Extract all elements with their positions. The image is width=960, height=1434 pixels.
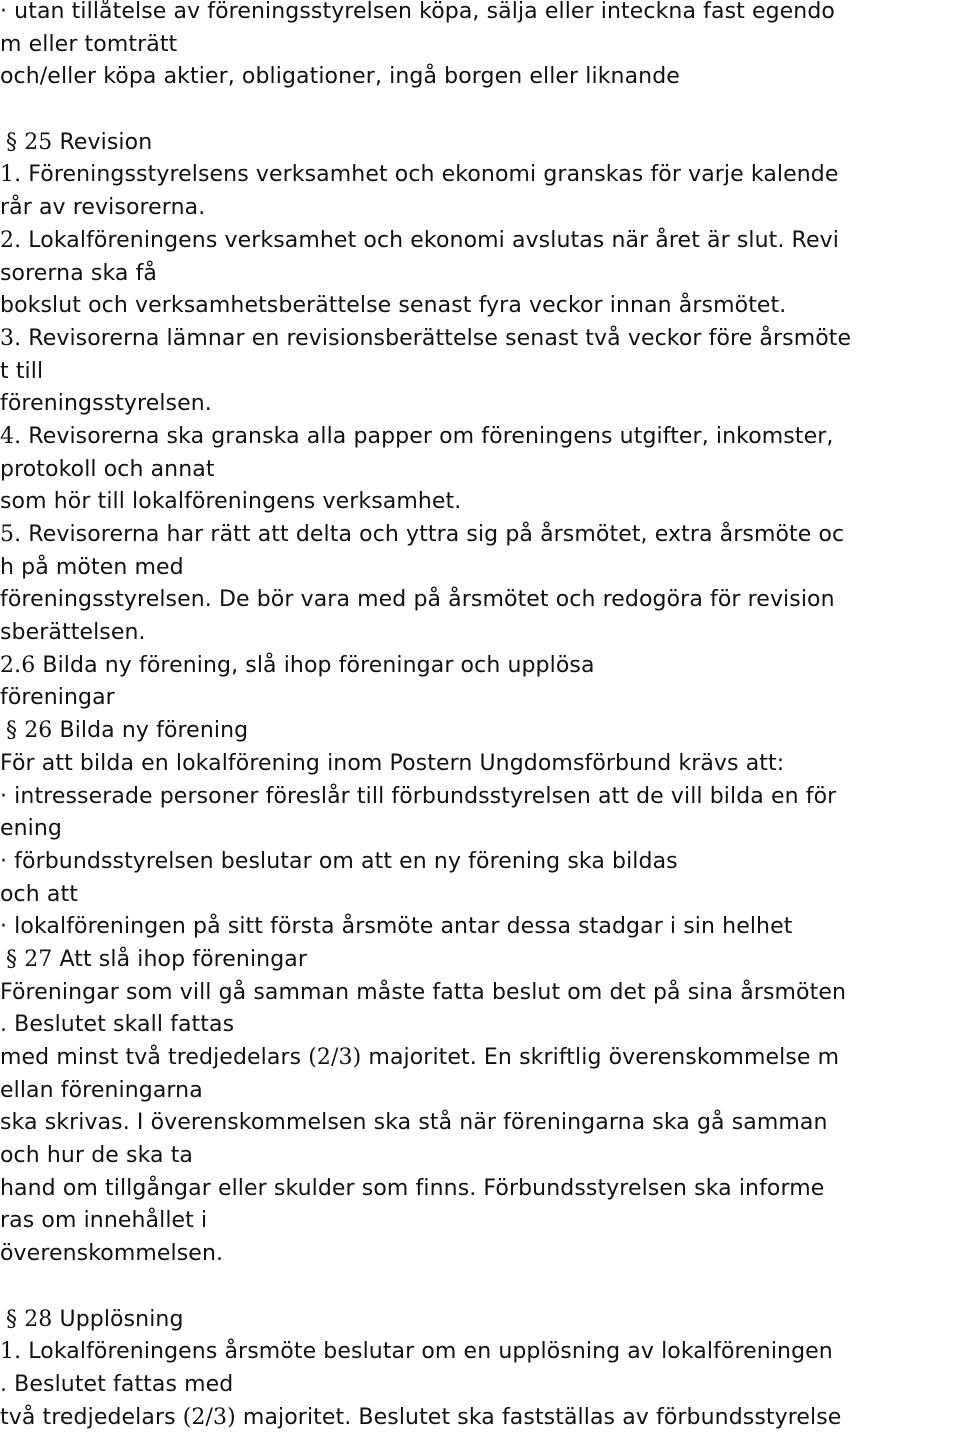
text-line — [0, 1173, 960, 1206]
text-line — [0, 879, 960, 912]
text-line — [0, 1369, 960, 1402]
fraction-number: (2/3) — [182, 1404, 236, 1430]
text-line — [0, 486, 960, 519]
line-text: t till — [0, 358, 44, 384]
line-text: Bilda ny förening, slå ihop föreningar och upplösa — [35, 652, 595, 678]
line-text: Revisorerna ska granska alla papper om föreningens utgifter, inkomster, — [21, 423, 834, 449]
list-number: 1. — [0, 162, 22, 188]
line-text: föreningar — [0, 685, 115, 711]
line-text: Revisorerna lämnar en revisionsberättelse senast två veckor före årsmöte — [21, 325, 852, 351]
section-sign: § — [6, 129, 18, 155]
section-sign: § — [6, 718, 18, 744]
line-text: Revision — [52, 129, 153, 155]
line-text: som hör till lokalföreningens verksamhet. — [0, 489, 462, 515]
list-number: 5. — [0, 522, 22, 547]
section-number: 27 — [17, 946, 53, 972]
text-line — [0, 1238, 960, 1271]
text-line — [0, 192, 960, 225]
section-number: 28 — [17, 1306, 53, 1332]
text-line — [0, 748, 960, 781]
line-text: Upplösning — [52, 1306, 184, 1332]
text-line — [0, 225, 960, 258]
text-line — [0, 1075, 960, 1108]
text-line — [0, 977, 960, 1010]
text-line — [0, 846, 960, 879]
text-line — [0, 29, 960, 62]
list-number: 1. — [0, 1339, 22, 1365]
text-line — [0, 258, 960, 291]
text-line — [0, 61, 960, 94]
line-text: ellan föreningarna — [0, 1077, 203, 1103]
line-text: och/eller köpa aktier, obligationer, ingå borgen eller liknande — [0, 64, 680, 90]
text-line — [0, 617, 960, 650]
line-text: ska skrivas. I överenskommelsen ska stå när föreningarna ska gå samman — [0, 1110, 828, 1136]
text-line — [0, 388, 960, 421]
line-text: och att — [0, 881, 78, 907]
line-text: . Beslutet fattas med — [0, 1371, 234, 1397]
text-line — [0, 1042, 960, 1075]
list-number: 3. — [0, 325, 22, 351]
line-text: · utan tillåtelse av föreningsstyrelsen köpa, sälja eller inteckna fast egendo — [0, 0, 835, 24]
text-line — [0, 94, 960, 127]
line-text: Föreningsstyrelsens verksamhet och ekonomi granskas för varje kalende — [21, 162, 839, 188]
text-line — [0, 421, 960, 454]
line-text: ras om innehållet i — [0, 1208, 208, 1234]
line-text: sberättelsen. — [0, 620, 146, 646]
section-sign: § — [6, 946, 18, 972]
list-number: 2. — [0, 227, 22, 253]
line-text: Att slå ihop föreningar — [52, 946, 308, 972]
line-text: protokoll och annat — [0, 456, 215, 482]
line-text: · intresserade personer föreslår till förbundsstyrelsen att de vill bilda en för — [0, 783, 837, 809]
text-line — [0, 290, 960, 323]
text-line — [0, 1009, 960, 1042]
text-line — [0, 323, 960, 356]
text-line — [0, 1205, 960, 1238]
section-number: 26 — [17, 718, 53, 744]
line-text: föreningsstyrelsen. — [0, 391, 212, 417]
text-line — [0, 1140, 960, 1173]
text-line — [0, 519, 960, 552]
section-sign: § — [6, 1306, 18, 1332]
text-line — [0, 1271, 960, 1304]
fraction-number: (2/3) — [308, 1045, 362, 1070]
text-line — [0, 813, 960, 846]
line-text: Revisorerna har rätt att delta och yttra sig på årsmötet, extra årsmöte oc — [21, 522, 845, 547]
line-text: . Beslutet skall fattas — [0, 1012, 235, 1038]
line-text: · förbundsstyrelsen beslutar om att en ny förening ska bildas — [0, 848, 678, 874]
text-line — [0, 552, 960, 585]
line-text: Lokalföreningens verksamhet och ekonomi avslutas när året är slut. Revi — [21, 227, 839, 253]
line-text: Föreningar som vill gå samman måste fatta beslut om det på sina årsmöten — [0, 979, 847, 1005]
text-line — [0, 682, 960, 715]
list-number: 4. — [0, 423, 22, 449]
text-line — [0, 1304, 960, 1337]
text-line — [0, 1402, 960, 1434]
line-text: h på möten med — [0, 554, 184, 580]
line-text: föreningsstyrelsen. De bör vara med på årsmötet och redogöra för revision — [0, 587, 835, 613]
line-text: majoritet. Beslutet ska fastställas av förbundsstyrelse — [235, 1404, 842, 1430]
section-number: 25 — [17, 129, 53, 155]
line-text: rår av revisorerna. — [0, 195, 206, 221]
text-line — [0, 159, 960, 192]
text-line — [0, 454, 960, 487]
text-line — [0, 0, 960, 29]
line-text: överenskommelsen. — [0, 1241, 224, 1267]
text-line — [0, 944, 960, 977]
line-text: sorerna ska få — [0, 260, 158, 286]
text-line — [0, 1107, 960, 1140]
line-text: Bilda ny förening — [52, 718, 249, 744]
text-line — [0, 715, 960, 748]
text-line — [0, 356, 960, 389]
line-text: majoritet. En skriftlig överenskommelse m — [361, 1045, 840, 1070]
text-line — [0, 1336, 960, 1369]
line-text: med minst två tredjedelars — [0, 1045, 309, 1070]
text-line — [0, 781, 960, 814]
line-text: · lokalföreningen på sitt första årsmöte antar dessa stadgar i sin helhet — [0, 914, 793, 940]
line-text: hand om tillgångar eller skulder som finns. Förbundsstyrelsen ska informe — [0, 1175, 825, 1201]
text-line — [0, 584, 960, 617]
line-text: bokslut och verksamhetsberättelse senast fyra veckor innan årsmötet. — [0, 293, 787, 319]
line-text: två tredjedelars — [0, 1404, 183, 1430]
list-number: 2.6 — [0, 652, 36, 678]
line-text: För att bilda en lokalförening inom Postern Ungdomsförbund krävs att: — [0, 750, 785, 776]
line-text: ening — [0, 816, 62, 842]
text-line — [0, 650, 960, 683]
text-line — [0, 127, 960, 160]
text-line — [0, 911, 960, 944]
line-text: m eller tomträtt — [0, 31, 178, 57]
line-text: Lokalföreningens årsmöte beslutar om en upplösning av lokalföreningen — [21, 1339, 833, 1365]
line-text: och hur de ska ta — [0, 1143, 194, 1169]
